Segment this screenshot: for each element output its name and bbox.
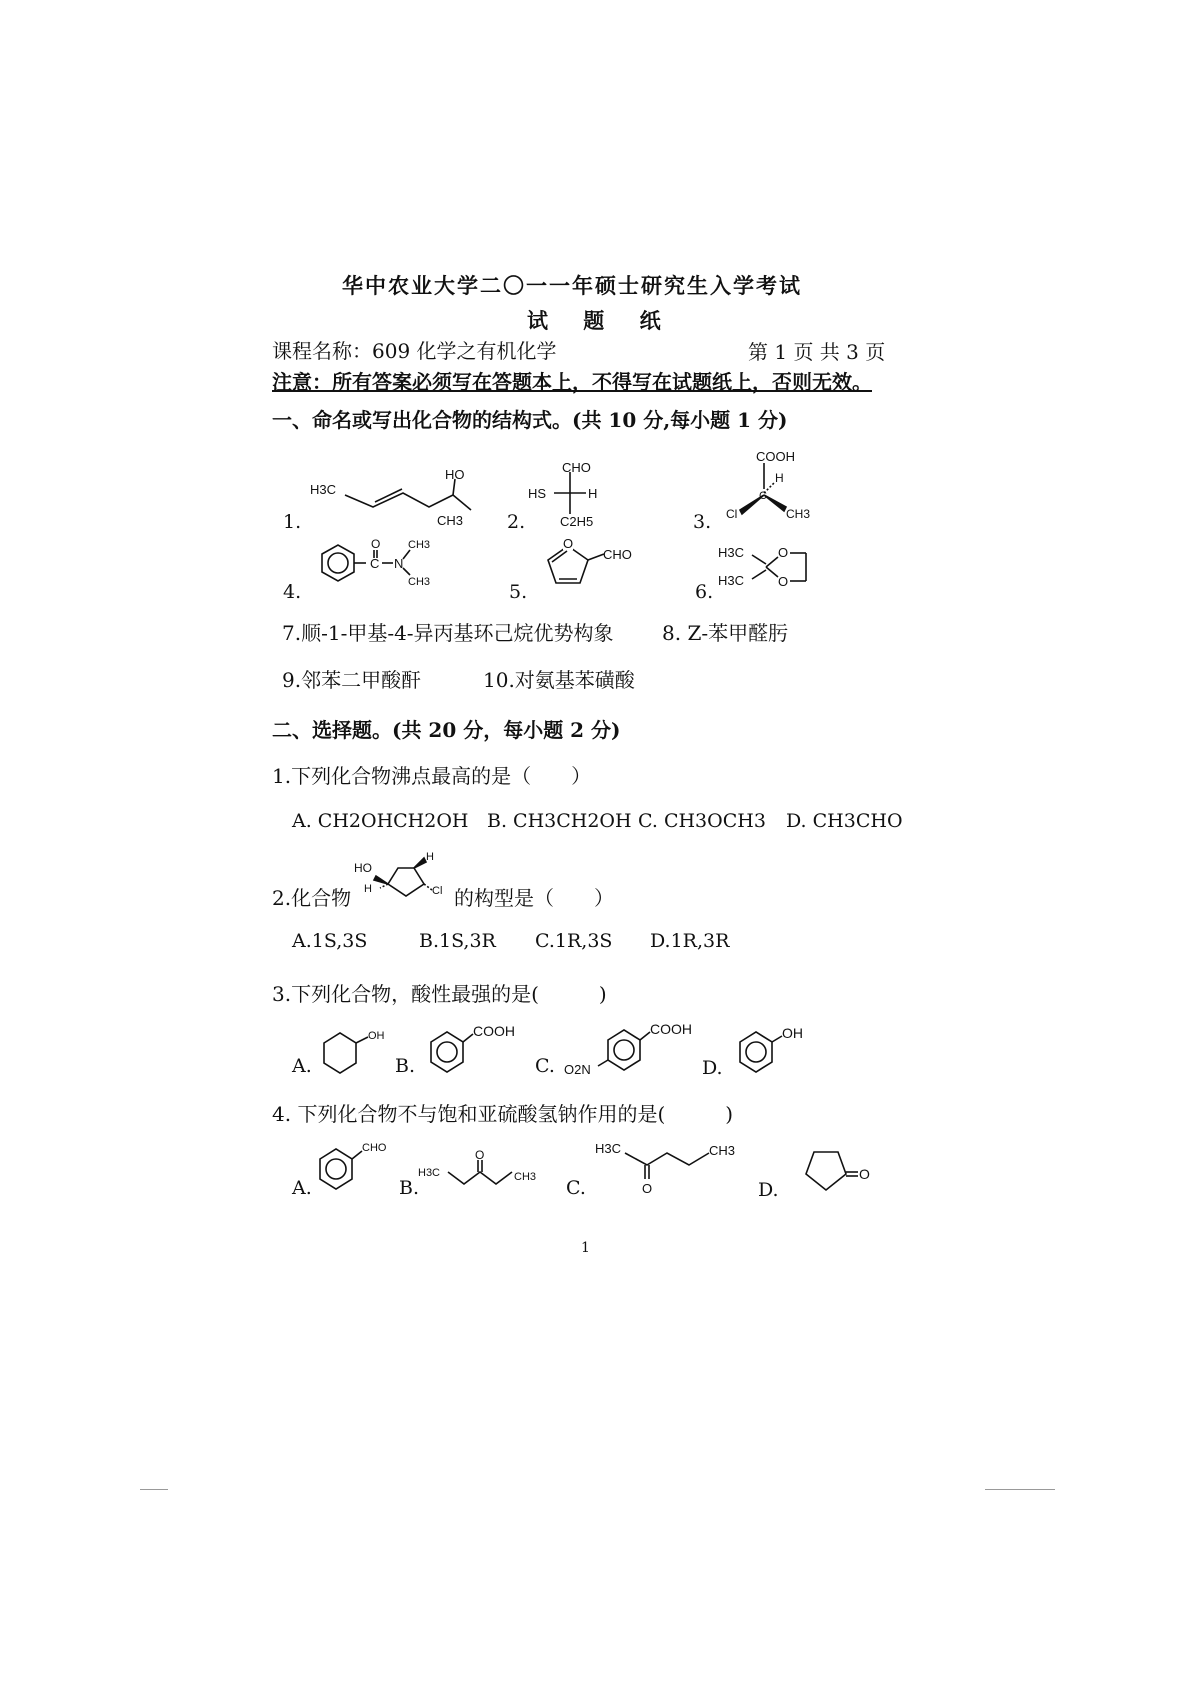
q4-label-a: A. <box>292 1177 312 1199</box>
q4-benzaldehyde <box>316 1135 406 1195</box>
q3-benzoic-acid <box>425 1020 535 1080</box>
q4-label-b: B. <box>399 1177 420 1199</box>
item-4-label: 4. <box>283 581 302 603</box>
page-number: 1 <box>581 1240 590 1256</box>
q2-stem-after: 的构型是（ ） <box>454 886 614 910</box>
molecule-2 <box>528 458 618 528</box>
q2-option-a: A.1S,3S <box>292 930 368 952</box>
q4-label-c: C. <box>566 1177 586 1199</box>
svg-text:COOH: COOH <box>473 1023 515 1039</box>
svg-text:O: O <box>371 537 381 551</box>
q3-label-c: C. <box>535 1055 555 1077</box>
atom-label: H3C <box>310 482 337 497</box>
course-name: 课程名称：609 化学之有机化学 <box>272 339 557 363</box>
svg-text:CH3: CH3 <box>408 576 431 588</box>
svg-text:OH: OH <box>368 1030 385 1042</box>
molecule-6 <box>718 535 828 605</box>
q2-cyclopentane <box>352 850 462 910</box>
item-9: 9.邻苯二甲酸酐 <box>282 668 422 692</box>
exam-title: 华中农业大学二〇一一年硕士研究生入学考试 <box>342 273 802 298</box>
svg-text:CH3: CH3 <box>408 539 431 551</box>
svg-text:HO: HO <box>354 861 372 875</box>
svg-text:H: H <box>775 471 784 485</box>
item-3-label: 3. <box>693 511 712 533</box>
q1-option-b: B. CH3CH2OH <box>487 810 632 832</box>
item-7: 7.顺-1-甲基-4-异丙基环己烷优势构象 <box>282 621 614 645</box>
svg-text:O: O <box>475 1148 485 1162</box>
q2-option-c: C.1R,3S <box>535 930 613 952</box>
svg-text:O: O <box>563 536 574 551</box>
scan-mark-right <box>985 1489 1055 1490</box>
atom-label: CH3 <box>437 513 464 528</box>
item-10: 10.对氨基苯磺酸 <box>483 668 635 692</box>
svg-text:O: O <box>778 574 789 589</box>
svg-text:Cl: Cl <box>432 885 443 897</box>
scan-mark-left <box>140 1489 168 1490</box>
q1-option-d: D. CH3CHO <box>786 810 903 832</box>
q3-stem: 3.下列化合物，酸性最强的是( ) <box>272 982 607 1006</box>
q2-stem-before: 2.化合物 <box>272 886 352 910</box>
q4-pentanone-2 <box>595 1135 755 1205</box>
atom-label: HO <box>445 467 465 482</box>
svg-text:C: C <box>370 556 380 571</box>
q3-label-a: A. <box>292 1055 312 1077</box>
svg-text:C2H5: C2H5 <box>560 514 594 529</box>
molecule-5 <box>530 530 640 600</box>
page-info: 第 1 页 共 3 页 <box>748 340 886 364</box>
svg-text:CHO: CHO <box>603 547 632 562</box>
svg-text:CHO: CHO <box>362 1142 387 1154</box>
svg-text:HS: HS <box>528 486 547 501</box>
svg-text:Cl: Cl <box>726 507 738 521</box>
q2-option-d: D.1R,3R <box>650 930 730 952</box>
q4-pentanone-3 <box>418 1150 558 1200</box>
molecule-4 <box>300 528 440 598</box>
q4-label-d: D. <box>758 1179 779 1201</box>
svg-text:COOH: COOH <box>650 1021 692 1037</box>
q3-cyclohexanol <box>318 1025 398 1085</box>
svg-text:CH3: CH3 <box>786 507 811 521</box>
svg-text:CH3: CH3 <box>709 1143 736 1158</box>
svg-text:H3C: H3C <box>595 1141 622 1156</box>
svg-text:H3C: H3C <box>418 1167 441 1179</box>
svg-text:H3C: H3C <box>718 545 745 560</box>
q1-option-c: C. CH3OCH3 <box>638 810 766 832</box>
exam-subtitle: 试 题 纸 <box>527 308 661 333</box>
section1-heading: 一、命名或写出化合物的结构式。(共 10 分,每小题 1 分) <box>272 408 788 432</box>
q3-phenol <box>732 1020 832 1080</box>
item-6-label: 6. <box>695 581 714 603</box>
svg-text:C: C <box>759 490 767 502</box>
svg-text:N: N <box>394 556 404 571</box>
svg-text:O: O <box>859 1166 870 1182</box>
svg-text:O: O <box>778 545 789 560</box>
q1-option-a: A. CH2OHCH2OH <box>292 810 469 832</box>
q2-option-b: B.1S,3R <box>419 930 496 952</box>
molecule-1 <box>305 465 475 530</box>
svg-text:CH3: CH3 <box>514 1171 537 1183</box>
item-2-label: 2. <box>507 511 526 533</box>
svg-text:O2N: O2N <box>564 1062 591 1077</box>
item-8: 8. Z-苯甲醛肟 <box>662 621 789 645</box>
svg-text:OH: OH <box>782 1025 803 1041</box>
q1-stem: 1.下列化合物沸点最高的是（ ） <box>272 764 592 788</box>
molecule-3 <box>712 445 822 525</box>
q3-label-d: D. <box>702 1057 723 1079</box>
svg-text:H: H <box>588 486 598 501</box>
item-1-label: 1. <box>283 511 302 533</box>
svg-text:H: H <box>426 851 434 863</box>
item-5-label: 5. <box>509 581 528 603</box>
q4-cyclopentanone <box>786 1140 886 1205</box>
q3-nitrobenzoic-acid <box>560 1018 700 1078</box>
notice: 注意：所有答案必须写在答题本上，不得写在试题纸上，否则无效。 <box>272 370 872 394</box>
svg-text:COOH: COOH <box>756 449 795 464</box>
svg-text:O: O <box>642 1181 653 1196</box>
section2-heading: 二、选择题。(共 20 分，每小题 2 分) <box>272 718 621 742</box>
q3-label-b: B. <box>395 1055 416 1077</box>
q4-stem: 4. 下列化合物不与饱和亚硫酸氢钠作用的是( ) <box>272 1102 734 1126</box>
svg-text:H: H <box>364 883 372 895</box>
svg-text:H3C: H3C <box>718 573 745 588</box>
svg-text:CHO: CHO <box>562 460 591 475</box>
